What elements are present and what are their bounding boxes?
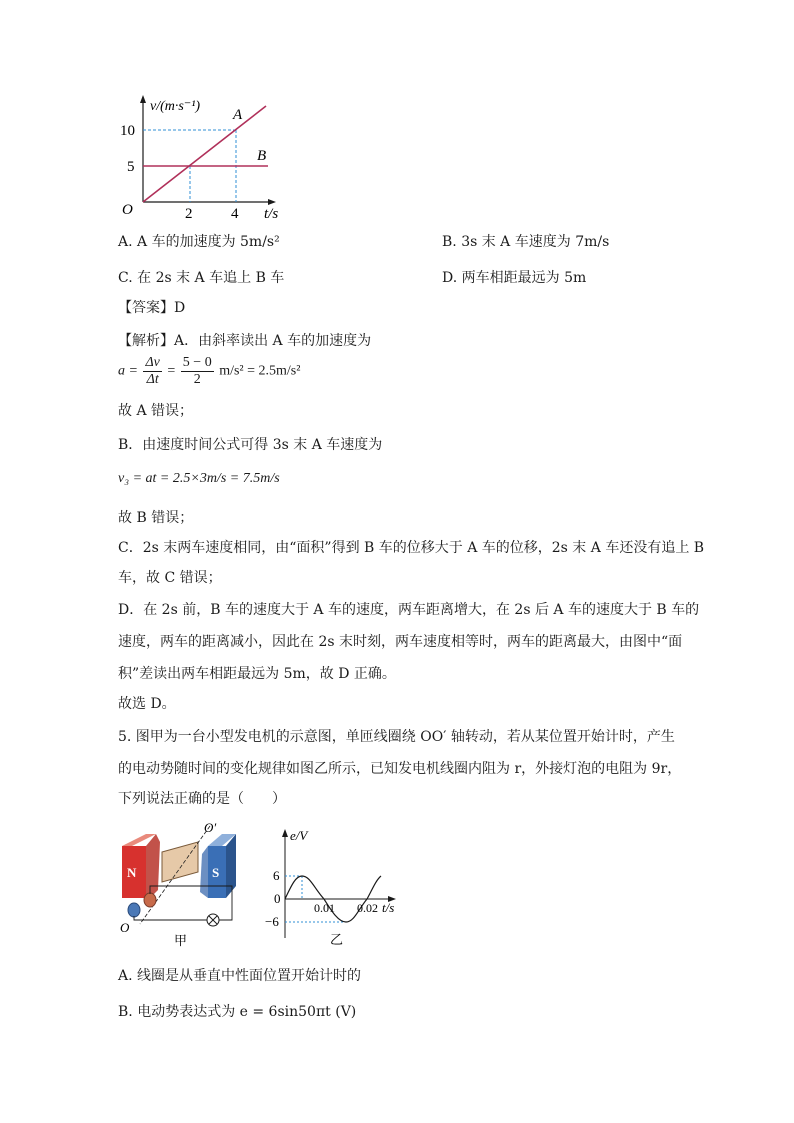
formula1-den2: 2 bbox=[193, 372, 201, 387]
q5-line-1: 5. 图甲为一台小型发电机的示意图，单匝线圈绕 OO′ 轴转动，若从某位置开始计时，产生 bbox=[118, 729, 675, 745]
q4-option-c: C. 在 2s 末 A 车追上 B 车 bbox=[118, 270, 285, 286]
et-y-bottom: −6 bbox=[265, 914, 279, 929]
vt-y-arrow bbox=[140, 95, 146, 103]
et-x-tick1: 0.01 bbox=[314, 901, 335, 915]
q5-option-a: A. 线圈是从垂直中性面位置开始计时的 bbox=[118, 968, 362, 984]
generator-diagram bbox=[112, 820, 262, 950]
vt-line-a bbox=[143, 106, 266, 202]
c-line-2: 车，故 C 错误； bbox=[118, 570, 222, 586]
vt-tick-5: 5 bbox=[127, 159, 135, 175]
vt-label-b: B bbox=[257, 148, 267, 164]
south-magnet-side bbox=[226, 834, 236, 898]
formula1-num2: 5 − 0 bbox=[182, 355, 212, 370]
formula1-num1: Δv bbox=[145, 355, 160, 370]
et-y-arrow bbox=[282, 829, 288, 837]
d-line-1: D．在 2s 前，B 车的速度大于 A 车的速度，两车距离增大，在 2s 后 A 车的速度大于 B 车的 bbox=[118, 602, 700, 618]
vt-label-a: A bbox=[233, 107, 243, 123]
north-pole-face bbox=[146, 834, 160, 898]
q4-option-a: A. A 车的加速度为 5m/s² bbox=[118, 234, 280, 250]
b-intro: B．由速度时间公式可得 3s 末 A 车速度为 bbox=[118, 437, 383, 453]
q5-option-b: B. 电动势表达式为 e = 6sin50πt (V) bbox=[118, 1004, 357, 1020]
d-line-2: 速度，两车的距离减小，因此在 2s 末时刻，两车速度相等时，两车的距离最大，由图中“面 bbox=[118, 634, 683, 650]
formula-velocity: v₃ = at = 2.5×3m/s = 7.5m/s bbox=[118, 471, 280, 486]
et-y-zero: 0 bbox=[274, 891, 281, 906]
analysis-intro: 【解析】A．由斜率读出 A 车的加速度为 bbox=[118, 333, 372, 349]
coil-loop bbox=[162, 842, 198, 882]
formula1-den1: Δt bbox=[146, 372, 159, 387]
south-pole-face bbox=[200, 846, 208, 898]
et-graph bbox=[265, 826, 408, 948]
axis-top-label: O′ bbox=[204, 820, 217, 835]
formula1-rest: m/s² = 2.5m/s² bbox=[219, 363, 301, 379]
c-line-1: C．2s 末两车速度相同，由“面积”得到 B 车的位移大于 A 车的位移，2s 末 A 车还没有追上 B bbox=[118, 540, 705, 556]
b-wrong: 故 B 错误； bbox=[118, 510, 194, 526]
vt-origin: O bbox=[122, 202, 133, 218]
formula1-frac1 bbox=[143, 355, 161, 388]
et-x-label: t/s bbox=[382, 900, 395, 915]
et-y-top: 6 bbox=[273, 868, 280, 883]
fig-caption-yi: 乙 bbox=[330, 932, 344, 947]
a-wrong: 故 A 错误； bbox=[118, 403, 194, 419]
south-label: S bbox=[212, 865, 220, 880]
formula1-frac2 bbox=[181, 355, 214, 388]
answer-line: 【答案】D bbox=[118, 300, 186, 316]
slip-ring-2 bbox=[128, 903, 140, 917]
axis-bottom-label: O bbox=[120, 920, 130, 935]
formula1-eq: = bbox=[167, 363, 176, 379]
vt-y-label: v/(m·s⁻¹) bbox=[150, 99, 201, 114]
vt-graph bbox=[110, 92, 300, 222]
vt-x-arrow bbox=[268, 199, 276, 205]
north-label: N bbox=[127, 865, 137, 880]
formula1-lhs: a = bbox=[118, 363, 138, 379]
q4-option-b: B. 3s 末 A 车速度为 7m/s bbox=[442, 234, 610, 250]
et-y-label: e/V bbox=[290, 828, 308, 843]
q4-option-d: D. 两车相距最远为 5m bbox=[442, 270, 587, 286]
vt-tick-10: 10 bbox=[120, 123, 135, 139]
fig-caption-jia: 甲 bbox=[174, 933, 188, 948]
vt-tick-4: 4 bbox=[231, 206, 239, 222]
et-x-tick2: 0.02 bbox=[357, 901, 378, 915]
q5-line-3: 下列说法正确的是（ ） bbox=[118, 791, 286, 807]
slip-ring-1 bbox=[144, 893, 156, 907]
vt-tick-2: 2 bbox=[185, 206, 193, 222]
q5-line-2: 的电动势随时间的变化规律如图乙所示，已知发电机线圈内阻为 r，外接灯泡的电阻为 9r， bbox=[118, 761, 682, 777]
d-line-3: 积”差读出两车相距最远为 5m，故 D 正确。 bbox=[118, 666, 396, 682]
choose-line: 故选 D。 bbox=[118, 696, 176, 712]
vt-x-label: t/s bbox=[264, 206, 279, 222]
formula-acceleration bbox=[118, 355, 300, 388]
